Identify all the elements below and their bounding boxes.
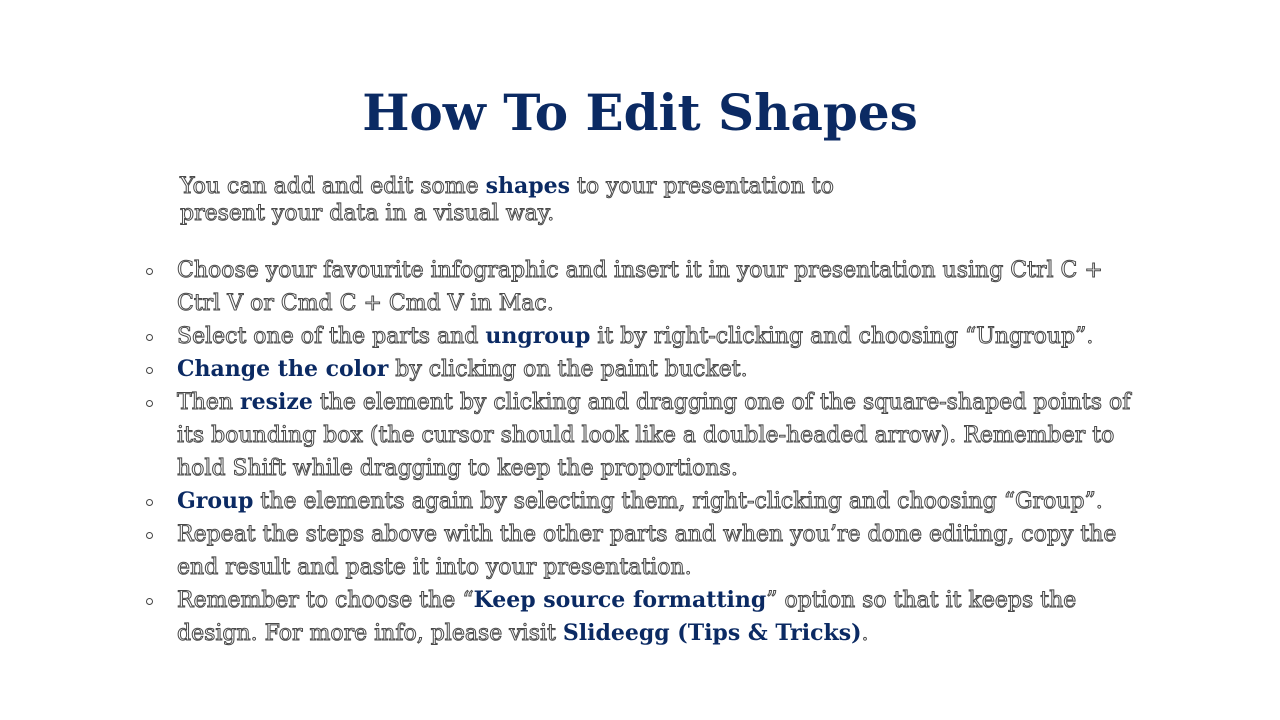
bullet-circle-icon [146,598,153,605]
emphasis-change-color: Change the color [177,356,389,382]
list-item-text-end: it by right-clicking and choosing “Ungroup”. [590,324,1094,349]
list-item [142,584,1152,650]
list-item [142,254,1152,320]
emphasis-group: Group [177,488,254,514]
instruction-list [142,254,1152,650]
emphasis-resize: resize [240,389,313,415]
bullet-circle-icon [146,367,153,374]
list-item-text-start: Then [177,390,241,415]
intro-text-end: to your presentation to present your data in a visual way. [180,174,834,226]
intro-paragraph [180,173,860,227]
bullet-circle-icon [146,334,153,341]
list-item-text-end: the elements again by selecting them, right-clicking and choosing “Group”. [253,489,1103,514]
list-item-text-middle: ” option so that it keeps the design. For more info, please visit [177,588,1077,646]
bullet-circle-icon [146,499,153,506]
list-item-text-end: by clicking on the paint bucket. [388,357,748,382]
list-item [142,485,1152,518]
list-item-text: Choose your favourite infographic and insert it in your presentation using Ctrl C + Ctrl V or Cmd C + Cmd V in Mac. [177,258,1103,316]
list-item-text: Repeat the steps above with the other parts and when you’re done editing, copy the end result and paste it into your presentation. [177,522,1117,580]
intro-text-start: You can add and edit some [180,174,486,199]
bullet-circle-icon [146,400,153,407]
list-item [142,386,1152,485]
slideegg-tips-link[interactable]: Slideegg (Tips & Tricks) [562,620,862,646]
bullet-circle-icon [146,532,153,539]
slide-title: How To Edit Shapes [362,83,918,142]
list-item-text-start: Select one of the parts and [177,324,486,349]
list-item-text-end: the element by clicking and dragging one of the square-shaped points of its bounding box (the cursor should look like a double-headed arrow). Remember to hold Shift while dragging to keep the proportions. [177,390,1131,481]
list-item [142,353,1152,386]
list-item [142,518,1152,584]
list-item-text-end: . [861,621,869,646]
intro-emphasis-shapes: shapes [485,173,571,199]
list-item [142,320,1152,353]
emphasis-ungroup: ungroup [485,323,591,349]
emphasis-keep-source-formatting: Keep source formatting [473,587,767,613]
bullet-circle-icon [146,268,153,275]
list-item-text-start: Remember to choose the “ [177,588,474,613]
